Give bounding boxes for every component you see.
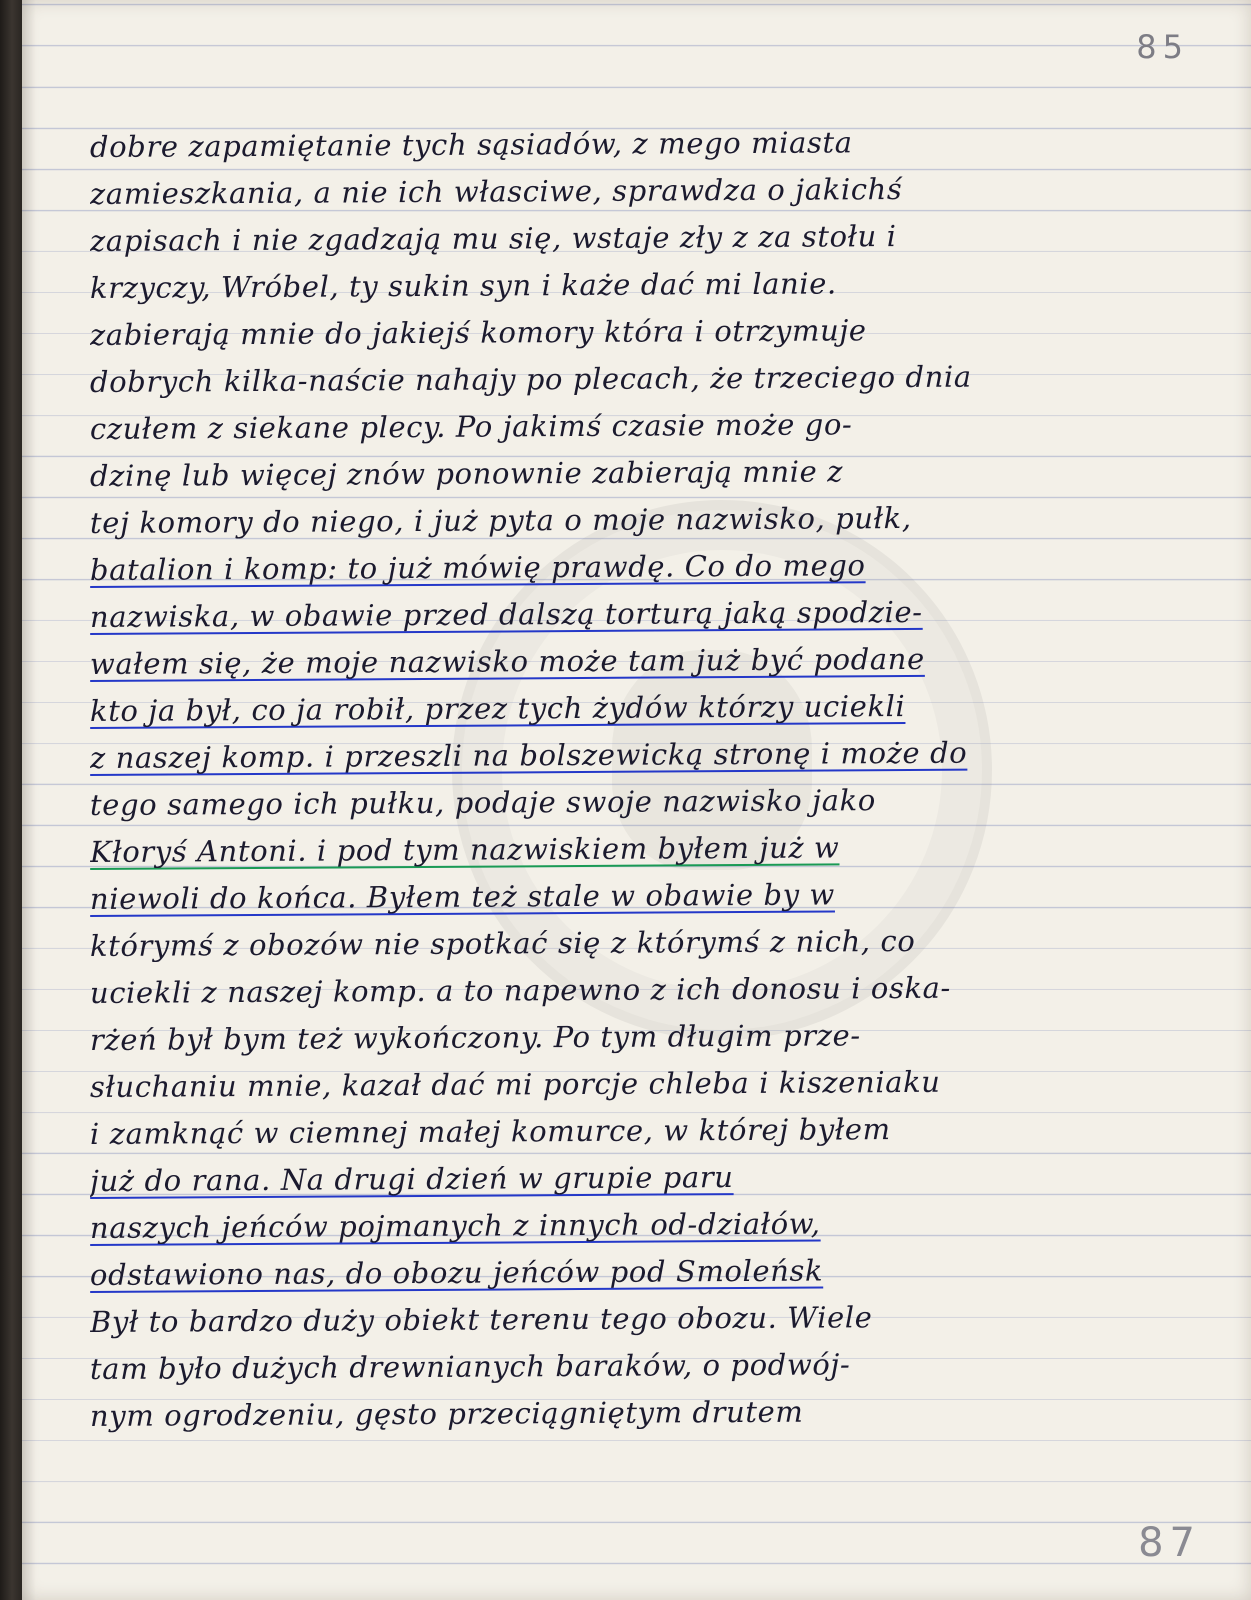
text-line: tego samego ich pułku, podaje swoje nazwisko jako — [89, 783, 876, 822]
text-line: batalion i komp: to już mówię prawdę. Co do mego — [89, 548, 866, 587]
text-line: odstawiono nas, do obozu jeńców pod Smoleńsk — [89, 1253, 824, 1292]
page-number-top: 85 — [1136, 28, 1189, 66]
text-line: rżeń był bym też wykończony. Po tym długim prze- — [89, 1018, 861, 1057]
notebook-page — [22, 0, 1251, 1600]
text-line: zabierają mnie do jakiejś komory która i otrzymuje — [89, 313, 867, 352]
text-line: już do rana. Na drugi dzień w grupie paru — [89, 1160, 734, 1198]
text-line: krzyczy, Wróbel, ty sukin syn i każe dać mi lanie. — [89, 266, 837, 305]
text-line: niewoli do końca. Byłem też stale w obawie by w — [89, 877, 835, 916]
text-line: nym ogrodzeniu, gęsto przeciągniętym drutem — [89, 1394, 804, 1433]
text-line: Był to bardzo duży obiekt terenu tego obozu. Wiele — [89, 1300, 873, 1339]
notebook-binding — [0, 0, 22, 1600]
handwritten-text-block — [90, 124, 1220, 1440]
text-line: kto ja był, co ja robił, przez tych żydów którzy uciekli — [89, 689, 906, 728]
text-line: słuchaniu mnie, kazał dać mi porcje chleba i kiszeniaku — [89, 1064, 941, 1104]
text-line: naszych jeńców pojmanych z innych od-działów, — [89, 1206, 821, 1245]
text-line: tej komory do niego, i już pyta o moje nazwisko, pułk, — [89, 500, 912, 540]
text-line: dzinę lub więcej znów ponownie zabierają mnie z — [89, 454, 844, 493]
text-line: dobrych kilka-naście nahajy po plecach, że trzeciego dnia — [89, 359, 972, 399]
text-line: Kłoryś Antoni. i pod tym nazwiskiem byłem już w — [89, 830, 840, 869]
text-line: zamieszkania, a nie ich własciwe, sprawdza o jakichś — [89, 172, 903, 211]
text-line: wałem się, że moje nazwisko może tam już być podane — [89, 641, 925, 681]
text-line: czułem z siekane plecy. Po jakimś czasie może go- — [89, 407, 853, 446]
page-number-bottom: 87 — [1138, 1520, 1201, 1566]
text-line: dobre zapamiętanie tych sąsiadów, z mego miasta — [89, 125, 853, 164]
text-line: zapisach i nie zgadzają mu się, wstaje zły z za stołu i — [89, 219, 897, 258]
text-line: którymś z obozów nie spotkać się z którymś z nich, co — [89, 923, 916, 963]
text-line: uciekli z naszej komp. a to napewno z ich donosu i oska- — [89, 970, 951, 1010]
text-line: z naszej komp. i przeszli na bolszewicką stronę i może do — [89, 735, 968, 775]
text-line: nazwiska, w obawie przed dalszą torturą jaką spodzie- — [89, 594, 923, 634]
text-line: i zamknąć w ciemnej małej komurce, w której byłem — [89, 1112, 891, 1151]
text-line: tam było dużych drewnianych baraków, o podwój- — [89, 1347, 851, 1386]
